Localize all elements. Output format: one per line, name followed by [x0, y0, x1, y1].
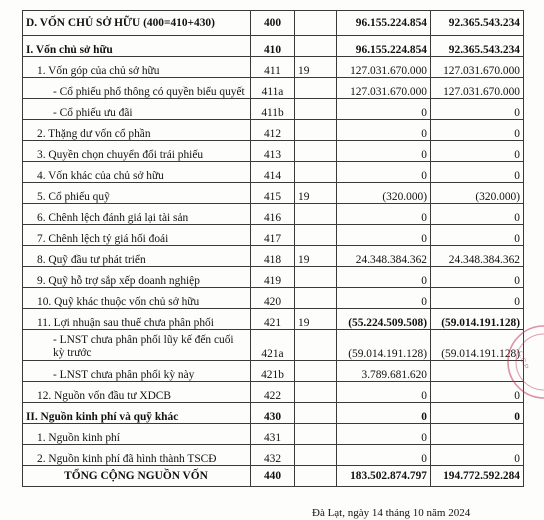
row-note — [295, 78, 337, 99]
row-label: TỔNG CỘNG NGUỒN VỐN — [23, 466, 251, 487]
row-label: - LNST chưa phân phối lũy kế đến cuối kỳ trước — [23, 330, 251, 361]
row-value-prior: (320.000) — [431, 183, 524, 204]
row-code: 411b — [251, 99, 295, 120]
table-row — [23, 424, 524, 445]
row-note — [295, 330, 337, 361]
row-code: 411a — [251, 78, 295, 99]
table-row — [23, 246, 524, 267]
row-note — [295, 466, 337, 487]
table-row — [23, 361, 524, 382]
row-label: - Cổ phiếu ưu đãi — [23, 99, 251, 120]
row-value-prior: 194.772.592.284 — [431, 466, 524, 487]
row-value-prior: 24.348.384.362 — [431, 246, 524, 267]
row-label: 3. Quyền chọn chuyển đổi trái phiếu — [23, 141, 251, 162]
row-note — [295, 403, 337, 424]
row-label: 5. Cổ phiếu quỹ — [23, 183, 251, 204]
row-code: 422 — [251, 382, 295, 403]
row-note: 19 — [295, 183, 337, 204]
row-value-current: 96.155.224.854 — [337, 11, 431, 36]
row-note — [295, 99, 337, 120]
row-code: 410 — [251, 36, 295, 57]
row-value-prior: 0 — [431, 120, 524, 141]
row-code: 431 — [251, 424, 295, 445]
row-note — [295, 204, 337, 225]
balance-sheet-table — [22, 10, 524, 487]
row-label: 4. Vốn khác của chủ sở hữu — [23, 162, 251, 183]
row-label: 12. Nguồn vốn đầu tư XDCB — [23, 382, 251, 403]
row-value-current: 0 — [337, 120, 431, 141]
row-label: 9. Quỹ hỗ trợ sắp xếp doanh nghiệp — [23, 267, 251, 288]
row-code: 432 — [251, 445, 295, 466]
row-code: 400 — [251, 11, 295, 36]
row-code: 417 — [251, 225, 295, 246]
table-row — [23, 309, 524, 330]
row-code: 440 — [251, 466, 295, 487]
row-label: 1. Vốn góp của chủ sở hữu — [23, 57, 251, 78]
row-label: - Cổ phiếu phổ thông có quyền biểu quyết — [23, 78, 251, 99]
row-code: 421 — [251, 309, 295, 330]
row-value-current: 127.031.670.000 — [337, 78, 431, 99]
row-label: II. Nguồn kinh phí và quỹ khác — [23, 403, 251, 424]
table-row — [23, 382, 524, 403]
row-label: - LNST chưa phân phối kỳ này — [23, 361, 251, 382]
row-value-current: 0 — [337, 141, 431, 162]
row-note — [295, 120, 337, 141]
table-body — [23, 11, 524, 487]
row-code: 419 — [251, 267, 295, 288]
row-note — [295, 225, 337, 246]
row-value-current: 0 — [337, 445, 431, 466]
row-label: 2. Nguồn kinh phí đã hình thành TSCĐ — [23, 445, 251, 466]
row-value-prior: 92.365.543.234 — [431, 11, 524, 36]
table-row — [23, 162, 524, 183]
row-note — [295, 267, 337, 288]
date-footer: Đà Lạt, ngày 14 tháng 10 năm 2024 — [312, 507, 471, 519]
row-note — [295, 141, 337, 162]
row-value-current: (55.224.509.508) — [337, 309, 431, 330]
table-row — [23, 466, 524, 487]
row-value-current: 0 — [337, 225, 431, 246]
row-value-current: 24.348.384.362 — [337, 246, 431, 267]
row-label: 7. Chênh lệch tỷ giá hối đoái — [23, 225, 251, 246]
row-note — [295, 162, 337, 183]
table-row — [23, 120, 524, 141]
row-value-current: 0 — [337, 403, 431, 424]
table-row — [23, 78, 524, 99]
row-value-current: 183.502.874.797 — [337, 466, 431, 487]
row-code: 411 — [251, 57, 295, 78]
row-note — [295, 382, 337, 403]
table-row — [23, 225, 524, 246]
row-label: 10. Quỹ khác thuộc vốn chủ sở hữu — [23, 288, 251, 309]
row-value-current: 0 — [337, 382, 431, 403]
row-note — [295, 11, 337, 36]
table-row — [23, 183, 524, 204]
row-value-current: 96.155.224.854 — [337, 36, 431, 57]
table-row — [23, 288, 524, 309]
table-row — [23, 330, 524, 361]
row-code: 421a — [251, 330, 295, 361]
row-value-current: 0 — [337, 267, 431, 288]
table-row — [23, 445, 524, 466]
row-code: 415 — [251, 183, 295, 204]
row-value-prior: 0 — [431, 204, 524, 225]
row-label: 8. Quỹ đầu tư phát triển — [23, 246, 251, 267]
row-value-current: (59.014.191.128) — [337, 330, 431, 361]
row-note: 19 — [295, 57, 337, 78]
table-row — [23, 141, 524, 162]
row-note: 19 — [295, 246, 337, 267]
row-code: 421b — [251, 361, 295, 382]
row-value-prior: 0 — [431, 162, 524, 183]
row-value-prior: 0 — [431, 141, 524, 162]
row-label: 2. Thặng dư vốn cổ phần — [23, 120, 251, 141]
row-value-current: (320.000) — [337, 183, 431, 204]
row-label: I. Vốn chủ sở hữu — [23, 36, 251, 57]
row-value-prior: 0 — [431, 99, 524, 120]
row-note — [295, 288, 337, 309]
table-row — [23, 11, 524, 36]
row-value-prior — [431, 424, 524, 445]
row-value-current: 127.031.670.000 — [337, 57, 431, 78]
row-note: 19 — [295, 309, 337, 330]
row-note — [295, 424, 337, 445]
row-value-prior: 127.031.670.000 — [431, 78, 524, 99]
row-value-current: 0 — [337, 424, 431, 445]
row-code: 430 — [251, 403, 295, 424]
row-code: 418 — [251, 246, 295, 267]
row-note — [295, 445, 337, 466]
row-label: D. VỐN CHỦ SỞ HỮU (400=410+430) — [23, 11, 251, 36]
row-value-prior: 0 — [431, 288, 524, 309]
row-code: 413 — [251, 141, 295, 162]
row-label: 11. Lợi nhuận sau thuế chưa phân phối — [23, 309, 251, 330]
row-value-prior: 0 — [431, 267, 524, 288]
row-code: 416 — [251, 204, 295, 225]
row-value-prior: 127.031.670.000 — [431, 57, 524, 78]
row-code: 412 — [251, 120, 295, 141]
table-row — [23, 204, 524, 225]
company-seal — [504, 322, 544, 402]
row-value-prior: 0 — [431, 403, 524, 424]
table-row — [23, 99, 524, 120]
row-code: 414 — [251, 162, 295, 183]
row-label: 1. Nguồn kinh phí — [23, 424, 251, 445]
row-value-prior: 0 — [431, 445, 524, 466]
row-value-current: 0 — [337, 99, 431, 120]
row-value-prior: 92.365.543.234 — [431, 36, 524, 57]
row-value-current: 0 — [337, 204, 431, 225]
row-value-prior: (59.014.191.128) — [431, 309, 524, 330]
row-value-current: 0 — [337, 162, 431, 183]
table-row — [23, 57, 524, 78]
svg-text:C.C.P: C.C.P — [516, 350, 530, 371]
table-row — [23, 403, 524, 424]
row-value-prior: 0 — [431, 382, 524, 403]
table-row — [23, 267, 524, 288]
row-value-prior: 0 — [431, 225, 524, 246]
row-value-current: 3.789.681.620 — [337, 361, 431, 382]
row-note — [295, 361, 337, 382]
row-value-current: 0 — [337, 288, 431, 309]
row-value-prior: (59.014.191.128) — [431, 330, 524, 361]
row-note — [295, 36, 337, 57]
table-row — [23, 36, 524, 57]
row-code: 420 — [251, 288, 295, 309]
row-label: 6. Chênh lệch đánh giá lại tài sản — [23, 204, 251, 225]
